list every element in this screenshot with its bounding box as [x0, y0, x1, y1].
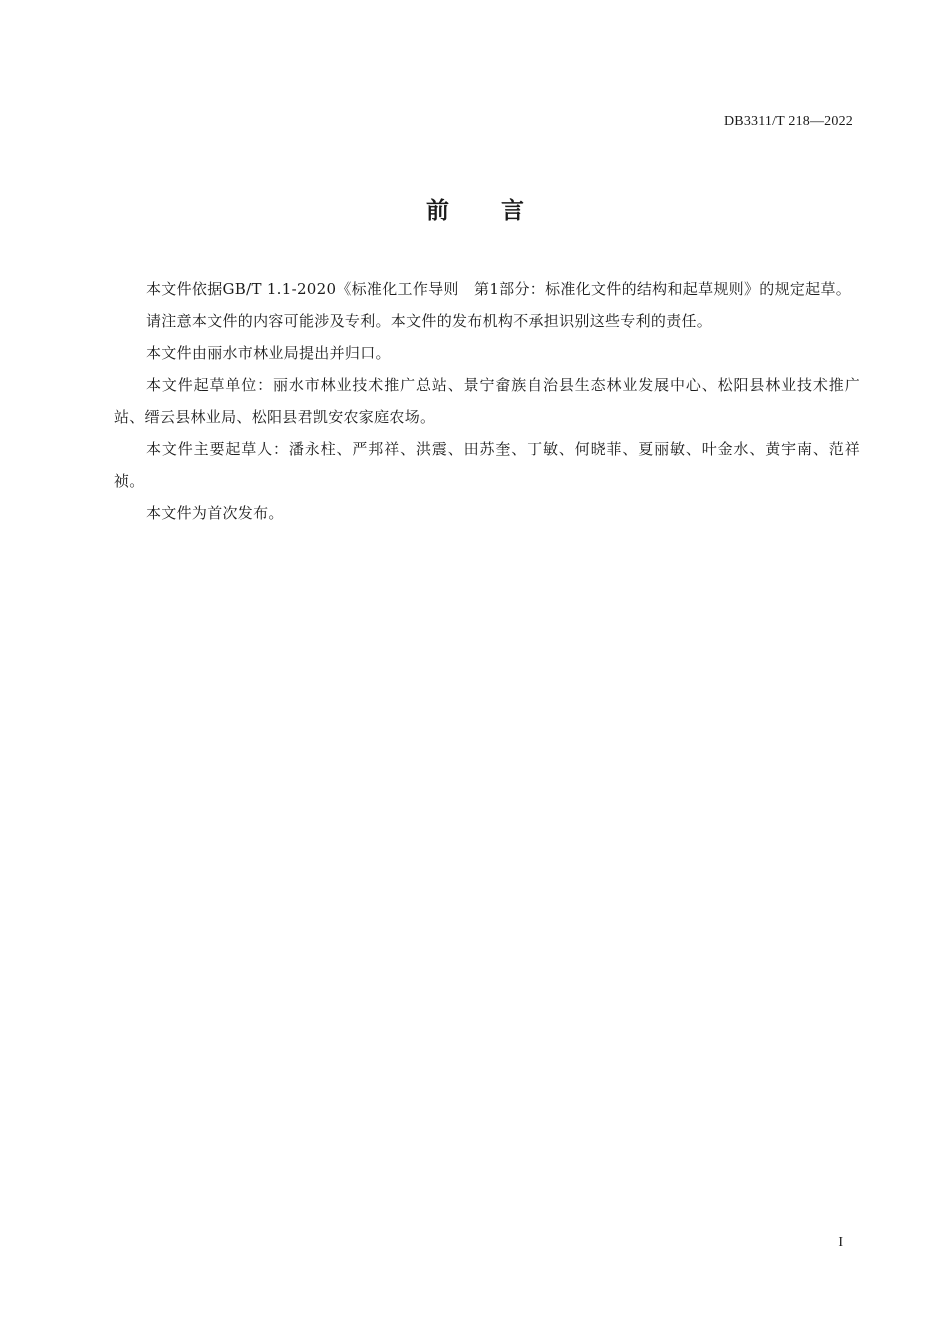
paragraph-first-release: 本文件为首次发布。 — [146, 504, 284, 522]
page-title — [0, 192, 950, 225]
paragraph-basis: 本文件依据GB/T 1.1-2020《标准化工作导则 第1部分：标准化文件的结构和起草规则》的规定起草。 — [146, 280, 852, 298]
page-number: I — [838, 1235, 843, 1250]
title-char-2: 言 — [501, 198, 524, 224]
paragraph-proposer: 本文件由丽水市林业局提出并归口。 — [146, 344, 391, 362]
paragraph-drafters: 本文件主要起草人：潘永柱、严邦祥、洪震、田苏奎、丁敏、何晓菲、夏丽敏、叶金水、黄宇南、范祥祯。 — [114, 440, 860, 490]
document-code: DB3311/T 218—2022 — [723, 114, 853, 129]
title-char-1: 前 — [426, 198, 449, 224]
paragraph-drafting-units: 本文件起草单位：丽水市林业技术推广总站、景宁畲族自治县生态林业发展中心、松阳县林业技术推广站、缙云县林业局、松阳县君凯安农家庭农场。 — [114, 376, 860, 426]
preface-body — [114, 273, 860, 529]
paragraph-patent-notice: 请注意本文件的内容可能涉及专利。本文件的发布机构不承担识别这些专利的责任。 — [146, 312, 713, 330]
